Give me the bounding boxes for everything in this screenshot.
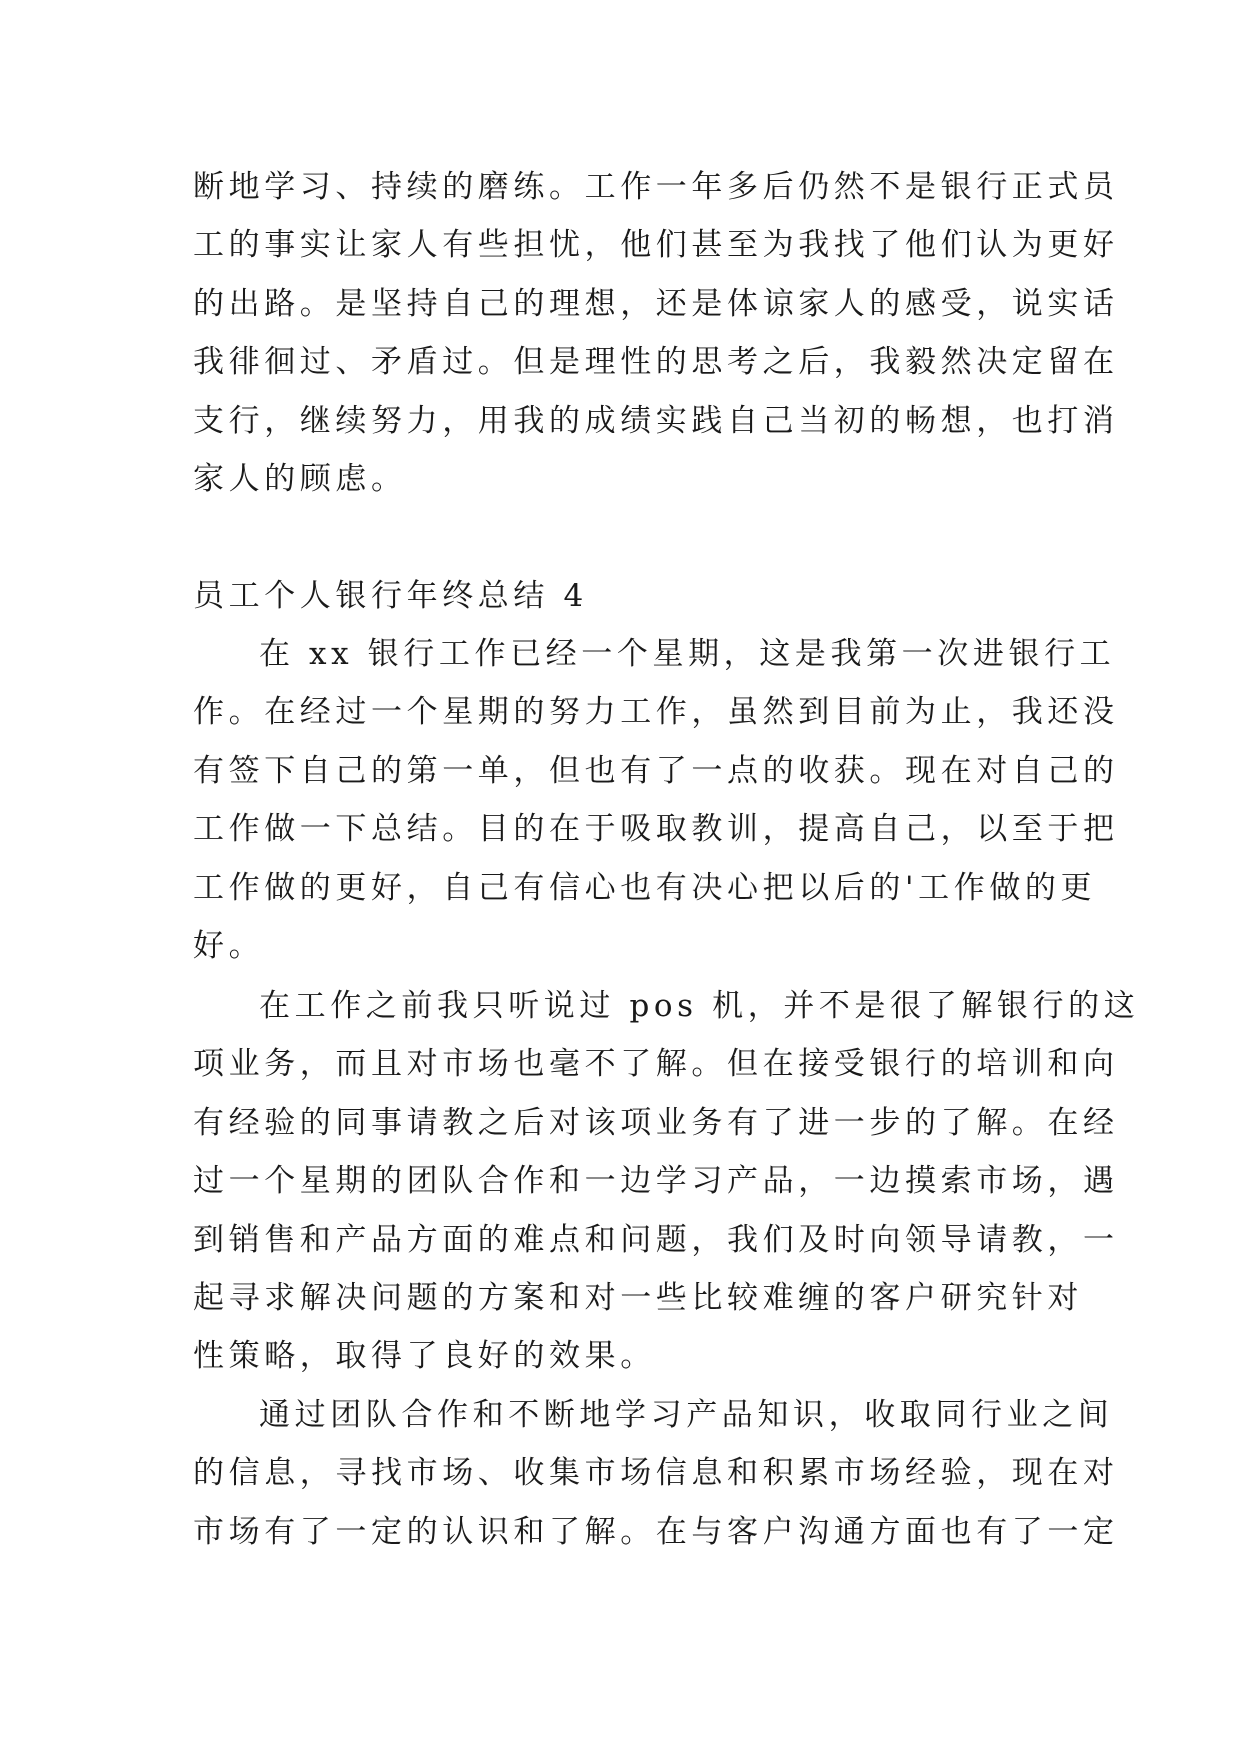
section-title: 员工个人银行年终总结 4 xyxy=(193,578,588,614)
text-line: 到销售和产品方面的难点和问题，我们及时向领导请教，一 xyxy=(193,1221,1119,1258)
text-line: 在 xx 银行工作已经一个星期，这是我第一次进银行工 xyxy=(259,636,1116,672)
text-line: 支行，继续努力，用我的成绩实践自己当初的畅想，也打消 xyxy=(193,402,1119,439)
paragraph-2 xyxy=(193,977,1140,1386)
text-line: 工作做的更好，自己有信心也有决心把以后的'工作做的更 xyxy=(193,869,1097,906)
intro-paragraph xyxy=(193,158,1119,508)
text-line: 有经验的同事请教之后对该项业务有了进一步的了解。在经 xyxy=(193,1104,1119,1141)
section-heading xyxy=(193,567,1055,625)
text-line: 工作做一下总结。目的在于吸取教训，提高自己，以至于把 xyxy=(193,811,1119,848)
paragraph-1 xyxy=(193,625,1119,975)
text-line: 断地学习、持续的磨练。工作一年多后仍然不是银行正式员 xyxy=(193,169,1119,205)
text-line: 项业务，而且对市场也毫不了解。但在接受银行的培训和向 xyxy=(193,1046,1119,1083)
text-line: 的出路。是坚持自己的理想，还是体谅家人的感受，说实话 xyxy=(193,285,1119,322)
text-line: 市场有了一定的认识和了解。在与客户沟通方面也有了一定 xyxy=(193,1513,1119,1550)
text-line: 我徘徊过、矛盾过。但是理性的思考之后，我毅然决定留在 xyxy=(193,344,1119,381)
text-line: 家人的顾虑。 xyxy=(193,460,407,497)
text-line: 通过团队合作和不断地学习产品知识，收取同行业之间 xyxy=(259,1397,1114,1433)
paragraph-3 xyxy=(193,1386,1119,1561)
text-line: 好。 xyxy=(193,927,265,964)
text-line: 过一个星期的团队合作和一边学习产品，一边摸索市场，遇 xyxy=(193,1163,1119,1200)
text-line: 的信息，寻找市场、收集市场信息和积累市场经验，现在对 xyxy=(193,1455,1119,1492)
text-line: 在工作之前我只听说过 pos 机，并不是很了解银行的这 xyxy=(259,988,1140,1024)
text-line: 作。在经过一个星期的努力工作，虽然到目前为止，我还没 xyxy=(193,694,1119,731)
text-line: 起寻求解决问题的方案和对一些比较难缠的客户研究针对 xyxy=(193,1279,1083,1316)
text-line: 性策略，取得了良好的效果。 xyxy=(193,1338,656,1375)
text-line: 有签下自己的第一单，但也有了一点的收获。现在对自己的 xyxy=(193,752,1119,789)
text-line: 工的事实让家人有些担忧，他们甚至为我找了他们认为更好 xyxy=(193,227,1119,264)
